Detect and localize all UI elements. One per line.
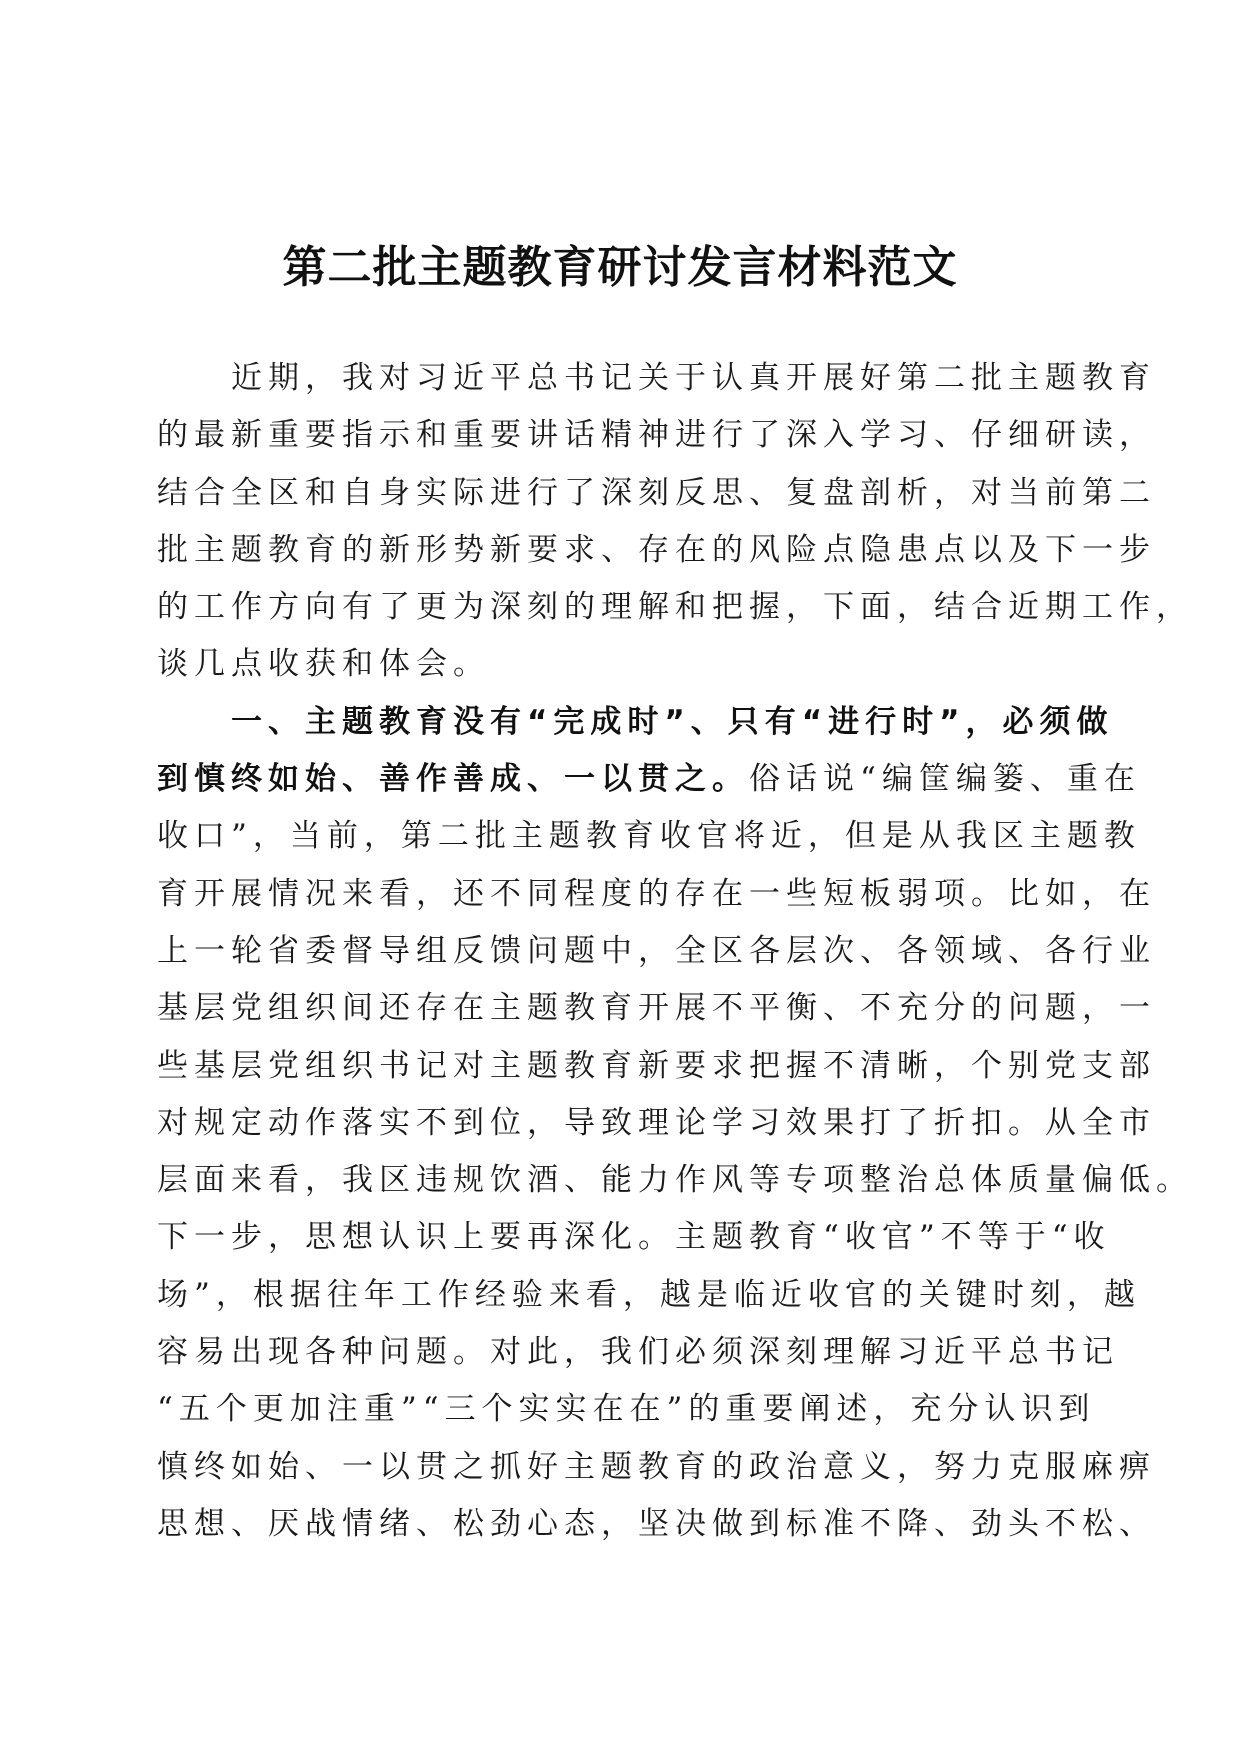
paragraph-line: 收口”，当前，第二批主题教育收官将近，但是从我区主题教 (157, 818, 1141, 855)
paragraph-line: 下一步，思想认识上要再深化。主题教育“收官”不等于“收 (157, 1219, 1111, 1256)
paragraph-line: 批主题教育的新形势新要求、存在的风险点隐患点以及下一步 (157, 531, 1156, 568)
section-heading-line (157, 751, 1141, 808)
section-heading-line (157, 694, 1114, 751)
paragraph-line: 层面来看，我区违规饮酒、能力作风等专项整治总体质量偏低。 (157, 1162, 1193, 1199)
paragraph-line: 近期，我对习近平总书记关于认真开展好第二批主题教育 (231, 360, 1156, 396)
paragraph-line: “五个更加注重”“三个实实在在”的重要阐述，充分认识到 (157, 1391, 1096, 1428)
paragraph-line: 对规定动作落实不到位，导致理论学习效果打了折扣。从全市 (157, 1104, 1156, 1141)
paragraph-line: 场”，根据往年工作经验来看，越是临近收官的关键时刻，越 (157, 1276, 1141, 1313)
section-heading-text: 一、主题教育没有“完成时”、只有“进行时”，必须做 (231, 703, 1114, 740)
paragraph-line: 基层党组织间还存在主题教育开展不平衡、不充分的问题，一 (157, 990, 1156, 1027)
paragraph-line: 思想、厌战情绪、松劲心态，坚决做到标准不降、劲头不松、 (157, 1505, 1156, 1542)
paragraph-line: 的最新重要指示和重要讲话精神进行了深入学习、仔细研读， (157, 417, 1156, 454)
paragraph-line: 慎终如始、一以贯之抓好主题教育的政治意义，努力克服麻痹 (157, 1448, 1156, 1485)
paragraph-line: 结合全区和自身实际进行了深刻反思、复盘剖析，对当前第二 (157, 474, 1156, 511)
document-body (157, 350, 1193, 1553)
paragraph-line: 些基层党组织书记对主题教育新要求把握不清晰，个别党支部 (157, 1047, 1156, 1084)
paragraph-text: 俗话说“编筐编篓、重在 (749, 761, 1141, 798)
paragraph-line: 育开展情况来看，还不同程度的存在一些短板弱项。比如，在 (157, 875, 1156, 912)
document-title: 第二批主题教育研讨发言材料范文 (282, 242, 958, 293)
section-heading-text: 到慎终如始、善作善成、一以贯之。 (157, 761, 749, 798)
paragraph-line: 上一轮省委督导组反馈问题中，全区各层次、各领域、各行业 (157, 932, 1156, 969)
paragraph-line: 的工作方向有了更为深刻的理解和把握，下面，结合近期工作， (157, 589, 1193, 626)
paragraph-line: 谈几点收获和体会。 (157, 646, 490, 683)
paragraph-line: 容易出现各种问题。对此，我们必须深刻理解习近平总书记 (157, 1334, 1119, 1371)
